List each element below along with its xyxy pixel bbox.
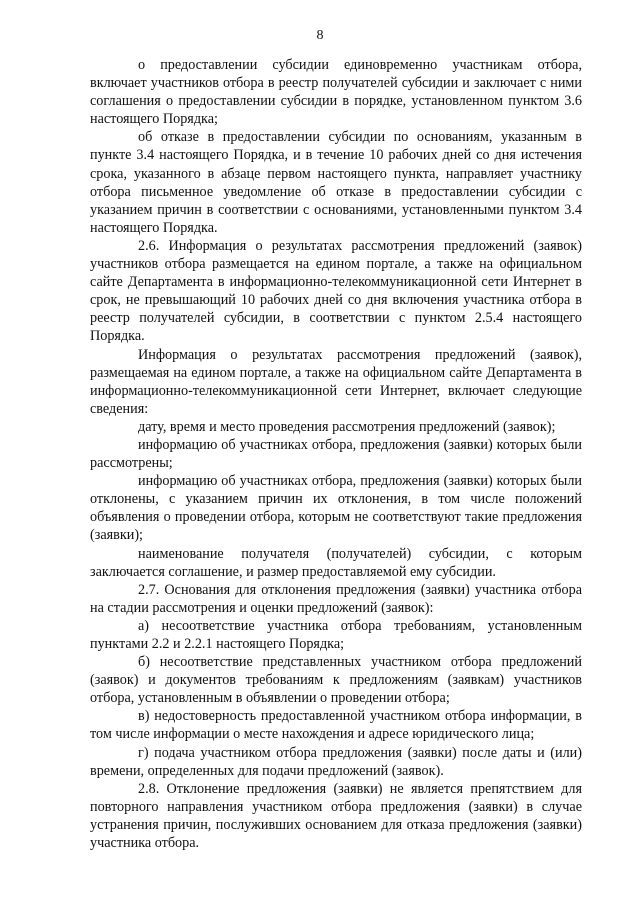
- paragraph: 2.8. Отклонение предложения (заявки) не является препятствием для повторного направления участником отбора предложения (заявки) в случае устранения причин, послуживших основанием для отказа предложения (заявки) участника отбора.: [90, 780, 582, 852]
- paragraph: Информация о результатах рассмотрения предложений (заявок), размещаемая на едином портале, а также на официальном сайте Департамента в информационно-телекоммуникационной сети Интернет, включает следующие сведения:: [90, 346, 582, 417]
- paragraph: б) несоответствие представленных участником отбора предложений (заявок) и документов требованиям к предложениям (заявкам) участников отбора, установленным в объявлении о проведении отбора;: [90, 654, 582, 707]
- paragraph: а) несоответствие участника отбора требованиям, установленным пунктами 2.2 и 2.2.1 настоящего Порядка;: [90, 617, 582, 652]
- paragraph: 2.6. Информация о результатах рассмотрения предложений (заявок) участников отбора размещается на едином портале, а также на официальном сайте Департамента в информационно-телекоммуникационной сети Интернет в срок, не превышающий 10 рабочих дней со дня включения участника отбора в реестр получателей субсидии, в соответствии с пунктом 2.5.4 настоящего Порядка.: [90, 237, 582, 345]
- paragraph: информацию об участниках отбора, предложения (заявки) которых были рассмотрены;: [90, 436, 582, 472]
- paragraph: дату, время и место проведения рассмотрения предложений (заявок);: [138, 418, 556, 435]
- paragraph: наименование получателя (получателей) субсидии, с которым заключается соглашение, и размер предоставляемой ему субсидии.: [90, 545, 582, 580]
- paragraph: о предоставлении субсидии единовременно участникам отбора, включает участников отбора в реестр получателей субсидии и заключает с ними соглашения о предоставлении субсидии в порядке, установленном пунктом 3.6 настоящего Порядка;: [90, 57, 582, 128]
- paragraph: в) недостоверность предоставленной участником отбора информации, в том числе информации о месте нахождения и адресе юридического лица;: [90, 708, 582, 743]
- paragraph: информацию об участниках отбора, предложения (заявки) которых были отклонены, с указанием причин их отклонения, в том числе положений объявления о проведении отбора, которым не соответствуют такие предложения (заявки);: [90, 473, 582, 544]
- document-body: [90, 56, 582, 852]
- paragraph: об отказе в предоставлении субсидии по основаниям, указанным в пункте 3.4 настоящего Порядка, и в течение 10 рабочих дней со дня истечения срока, указанного в абзаце первом настоящего пункта, направляет участнику отбора письменное уведомление об отказе в предоставлении субсидии с указанием причин в соответствии с основаниями, установленными пунктом 3.4 настоящего Порядка.: [90, 129, 582, 236]
- paragraph: г) подача участником отбора предложения (заявки) после даты и (или) времени, определенных для подачи предложений (заявок).: [90, 744, 582, 779]
- paragraph: 2.7. Основания для отклонения предложения (заявки) участника отбора на стадии рассмотрения и оценки предложений (заявок):: [90, 581, 582, 616]
- page-number: 8: [316, 28, 324, 43]
